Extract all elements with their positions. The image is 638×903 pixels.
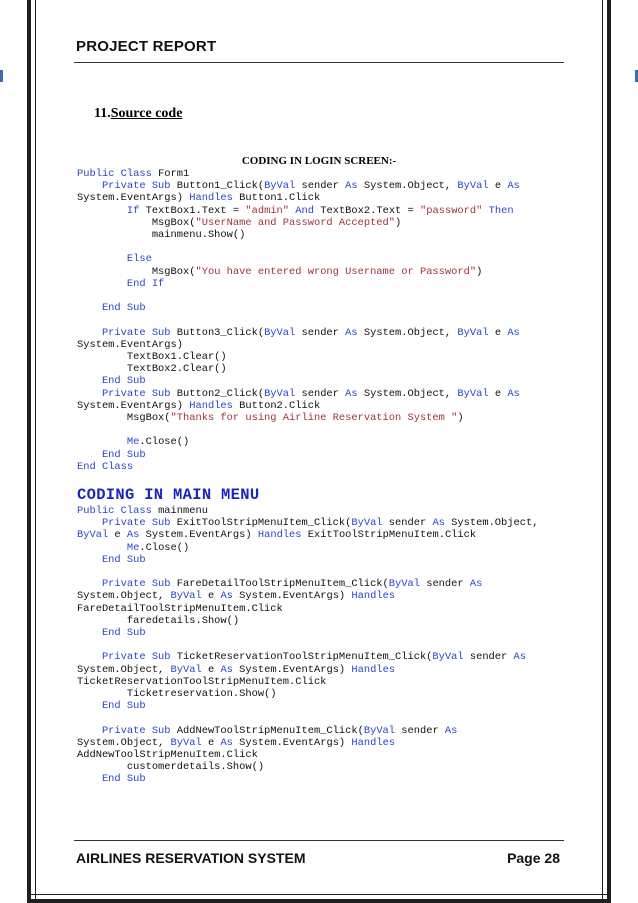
code-text: Ticketreservation.Show() [77,688,277,701]
code-keyword: ByVal [264,180,296,193]
code-string: "password" [420,204,483,217]
code-text: TextBox1.Clear() [77,351,227,364]
code-text: e [488,180,508,193]
code-text: MsgBox( [77,216,196,229]
code-keyword: ByVal [170,663,202,676]
code-text: faredetails.Show() [77,614,240,627]
code-line [77,615,239,627]
code-text: sender [382,517,433,530]
code-keyword: ByVal [264,387,296,400]
code-line [77,517,538,529]
code-text: mainmenu.Show() [77,229,246,242]
code-keyword: As [345,326,358,339]
code-keyword: As [444,724,458,737]
code-line [77,461,133,473]
edge-mark [0,70,3,82]
code-text: mainmenu [151,505,208,517]
code-keyword: As [469,578,483,591]
code-keyword: End Sub [77,553,146,566]
code-line [77,664,395,676]
code-text: System.EventArgs) [232,590,352,603]
code-line [77,412,464,424]
code-keyword: As [507,326,520,339]
footer-title: AIRLINES RESERVATION SYSTEM [76,850,306,866]
code-line [77,651,526,663]
code-text: MsgBox( [77,412,171,425]
code-keyword: As [220,663,233,676]
code-line [77,302,146,314]
code-text: sender [295,387,346,400]
code-keyword: End Sub [77,773,146,786]
code-text: AddNewToolStripMenuItem.Click [77,749,258,762]
code-keyword: ByVal [170,590,202,603]
code-line [77,217,401,229]
code-keyword: Handles [351,736,396,749]
code-keyword: As [345,387,358,400]
code-keyword: ByVal [457,326,489,339]
code-text: Button1.Click [232,192,321,205]
code-text: Button3_Click( [170,326,265,339]
code-keyword: ByVal [457,180,489,193]
code-text: System.Object, [77,736,171,749]
code-line [77,578,482,590]
code-line [77,749,258,761]
code-text: MsgBox( [77,265,196,278]
code-text: FareDetailToolStripMenuItem_Click( [170,578,389,591]
code-text: ExitToolStripMenuItem.Click [301,529,477,542]
code-text: e [201,736,221,749]
code-keyword: Then [488,204,514,217]
login-code-block [77,168,557,473]
code-keyword: As [507,180,520,193]
code-string: "UserName and Password Accepted" [195,216,396,229]
code-line [77,542,189,554]
code-keyword: Handles [351,663,396,676]
code-text: ExitToolStripMenuItem_Click( [170,517,352,530]
code-text: ) [457,412,464,425]
code-line [77,529,476,541]
code-text: .Close() [139,436,190,449]
code-keyword: As [220,590,233,603]
code-text: System.Object, [77,663,171,676]
code-keyword: End Sub [77,448,146,461]
code-line [77,363,227,375]
page-number: Page 28 [507,850,560,866]
code-line [77,554,146,566]
code-keyword: If [77,204,140,217]
code-line [77,266,482,278]
main-menu-heading: CODING IN MAIN MENU [77,486,260,504]
mainmenu-code-block [77,505,557,786]
code-line [77,725,457,737]
code-keyword: Public Class [77,168,152,180]
code-keyword: As [345,180,358,193]
code-keyword: ByVal [388,578,420,591]
code-line [77,327,520,339]
code-text: System.EventArgs) [232,736,352,749]
code-line [77,278,164,290]
code-keyword: As [507,387,520,400]
code-line [77,205,514,217]
code-keyword: Handles [351,590,396,603]
code-keyword: As [513,651,526,664]
code-text: sender [395,724,445,737]
code-line [77,436,189,448]
code-keyword: Me [77,436,140,449]
code-text: Button1_Click( [170,180,265,193]
code-keyword: Private Sub [77,387,171,400]
code-text: System.Object, [357,387,458,400]
code-keyword: Handles [189,399,233,412]
section-number: 11. [94,106,111,121]
code-line [77,339,183,351]
code-keyword: Else [77,253,152,266]
code-keyword: ByVal [351,517,383,530]
code-text: AddNewToolStripMenuItem_Click( [170,724,364,737]
section-title-text: Source code [110,106,183,121]
code-keyword: End Sub [77,302,146,315]
code-line [77,700,146,712]
code-keyword: Private Sub [77,651,171,664]
code-text: sender [463,651,514,664]
code-keyword: ByVal [77,529,109,542]
code-line [77,505,208,517]
code-keyword: Private Sub [77,578,171,591]
code-text: System.EventArgs) [77,192,190,205]
code-line [77,192,320,204]
code-keyword: ByVal [170,736,202,749]
code-line [77,603,283,615]
code-keyword: Handles [257,529,302,542]
code-text: e [488,387,508,400]
code-line [77,590,395,602]
code-text: sender [419,578,470,591]
code-text: ) [395,216,402,229]
code-keyword: End If [77,277,165,290]
code-line [77,375,146,387]
code-keyword: ByVal [432,651,464,664]
code-line [77,676,326,688]
header-rule [74,62,564,63]
code-text: e [108,529,127,542]
code-text: TextBox2.Clear() [77,363,227,376]
code-text: FareDetailToolStripMenuItem.Click [77,602,283,615]
code-keyword: As [126,529,140,542]
code-text: sender [295,326,346,339]
code-keyword: ByVal [264,326,296,339]
code-text: ) [476,265,483,278]
code-keyword: End Sub [77,627,146,640]
code-text: System.EventArgs) [232,663,352,676]
code-text: TicketReservationToolStripMenuItem.Click [77,675,327,688]
header-title: PROJECT REPORT [76,38,217,55]
code-keyword: As [432,517,445,530]
code-keyword: End Sub [77,375,146,388]
code-string: "You have entered wrong Username or Password" [195,265,477,278]
code-keyword: Private Sub [77,724,171,737]
code-text: System.Object, [444,517,539,530]
code-text: TextBox2.Text = [314,204,421,217]
code-line [77,773,146,785]
code-string: "admin" [245,204,290,217]
code-line [77,449,146,461]
code-string: "Thanks for using Airline Reservation System " [170,412,458,425]
code-keyword: Me [77,541,140,554]
code-keyword: End Sub [77,700,146,713]
login-coding-title: CODING IN LOGIN SCREEN:- [241,155,397,167]
code-keyword: Public Class [77,505,152,517]
code-line [77,180,520,192]
code-line [77,400,320,412]
footer-rule [74,840,564,841]
code-keyword: Private Sub [77,326,171,339]
code-text: .Close() [139,541,190,554]
code-line [77,761,264,773]
code-line [77,168,189,180]
code-text: TextBox1.Text = [139,204,246,217]
code-line [77,627,146,639]
code-line [77,388,520,400]
code-keyword: Private Sub [77,180,171,193]
code-keyword: End Class [77,460,134,473]
code-keyword: ByVal [457,387,489,400]
section-title [94,106,182,122]
code-text: e [201,663,221,676]
code-keyword: As [220,736,233,749]
code-text: Form1 [151,168,190,180]
code-text: System.EventArgs) [139,529,258,542]
page-border-bottom [27,894,611,903]
code-text: System.Object, [77,590,171,603]
code-text: e [488,326,508,339]
code-text: sender [295,180,346,193]
code-text: Button2_Click( [170,387,265,400]
code-line [77,253,152,265]
code-text: customerdetails.Show() [77,761,265,774]
code-keyword: ByVal [363,724,396,737]
code-keyword: Handles [189,192,233,205]
code-line [77,351,227,363]
code-line [77,737,395,749]
code-text: System.Object, [357,326,458,339]
code-line [77,229,245,241]
code-text: TicketReservationToolStripMenuItem_Click( [170,651,433,664]
code-text: System.EventArgs) [77,399,190,412]
code-line [77,688,277,700]
code-text: Button2.Click [232,399,321,412]
code-keyword: And [295,204,314,217]
code-text: e [201,590,221,603]
code-text: System.Object, [357,180,458,193]
code-text: System.EventArgs) [77,338,184,351]
code-keyword: Private Sub [77,517,171,530]
